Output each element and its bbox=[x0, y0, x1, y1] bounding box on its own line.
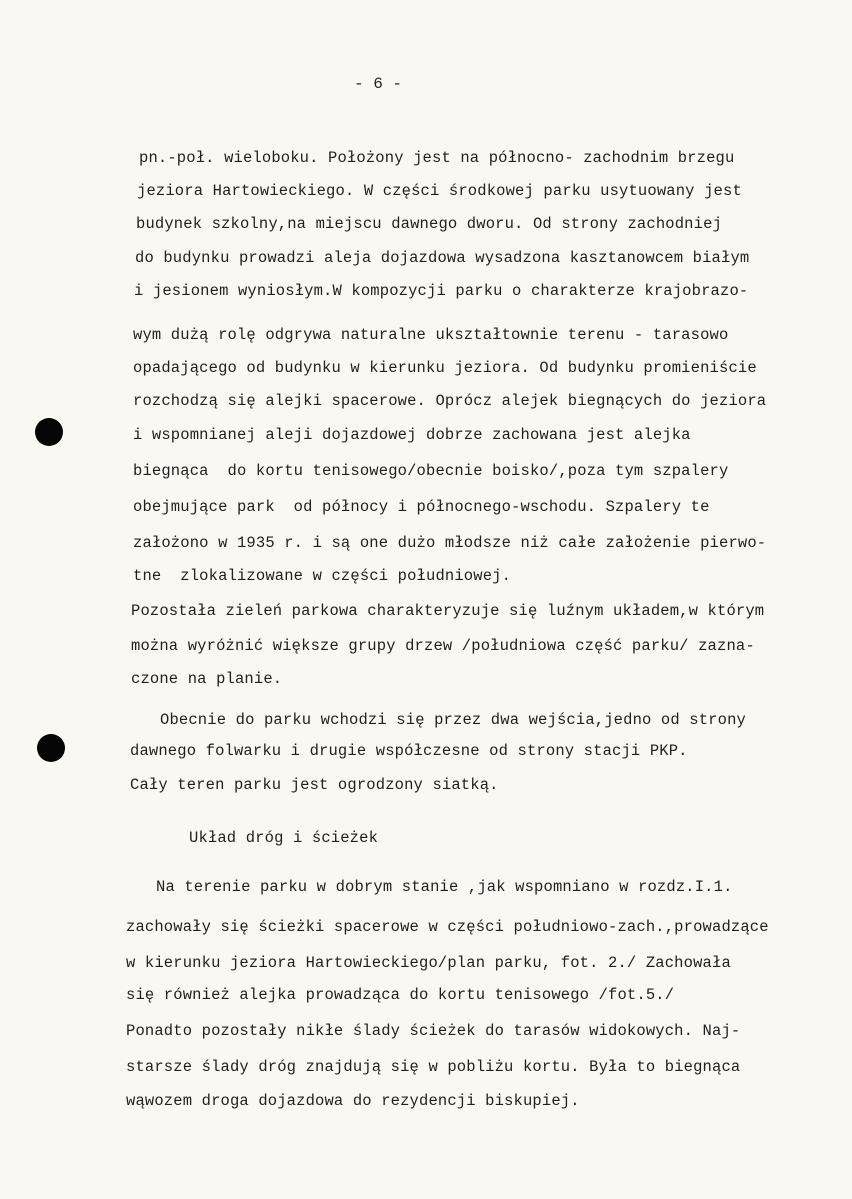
text-line: Cały teren parku jest ogrodzony siatką. bbox=[130, 776, 499, 794]
text-line: i jesionem wyniosłym.W kompozycji parku o charakterze krajobrazo- bbox=[134, 282, 749, 300]
text-line: można wyróżnić większe grupy drzew /południowa część parku/ zazna- bbox=[131, 637, 755, 655]
punch-hole-top bbox=[35, 418, 63, 446]
text-line: czone na planie. bbox=[131, 670, 283, 688]
text-line: tne zlokalizowane w części południowej. bbox=[133, 567, 512, 585]
text-line: opadającego od budynku w kierunku jeziora. Od budynku promieniście bbox=[133, 359, 757, 377]
text-line: Ponadto pozostały nikłe ślady ścieżek do tarasów widokowych. Naj- bbox=[126, 1022, 741, 1040]
punch-hole-bottom bbox=[37, 734, 65, 762]
text-line: się również alejka prowadząca do kortu tenisowego /fot.5./ bbox=[126, 986, 675, 1004]
text-line: pn.-poł. wieloboku. Położony jest na północno- zachodnim brzegu bbox=[139, 149, 735, 167]
text-line: Pozostała zieleń parkowa charakteryzuje się luźnym układem,w którym bbox=[131, 602, 765, 620]
text-line: wym dużą rolę odgrywa naturalne ukształtownie terenu - tarasowo bbox=[133, 326, 729, 344]
page-number: - 6 - bbox=[354, 75, 403, 93]
text-line: i wspomnianej aleji dojazdowej dobrze zachowana jest alejka bbox=[133, 426, 691, 444]
text-line: dawnego folwarku i drugie współczesne od strony stacji PKP. bbox=[130, 742, 688, 760]
section-heading: Układ dróg i ścieżek bbox=[189, 829, 379, 847]
text-line: do budynku prowadzi aleja dojazdowa wysadzona kasztanowcem białym bbox=[135, 249, 750, 267]
text-line: obejmujące park od północy i północnego-wschodu. Szpalery te bbox=[133, 498, 710, 516]
text-line: budynek szkolny,na miejscu dawnego dworu. Od strony zachodniej bbox=[136, 215, 722, 233]
text-line: w kierunku jeziora Hartowieckiego/plan parku, fot. 2./ Zachowała bbox=[126, 954, 731, 972]
text-line: założono w 1935 r. i są one dużo młodsze niż całe założenie pierwo- bbox=[133, 534, 767, 552]
text-line: starsze ślady dróg znajdują się w pobliżu kortu. Była to biegnąca bbox=[126, 1058, 741, 1076]
text-line: Na terenie parku w dobrym stanie ,jak wspomniano w rozdz.I.1. bbox=[156, 878, 733, 896]
text-line: Obecnie do parku wchodzi się przez dwa wejścia,jedno od strony bbox=[160, 711, 746, 729]
text-line: zachowały się ścieżki spacerowe w części południowo-zach.,prowadzące bbox=[126, 918, 769, 936]
text-line: rozchodzą się alejki spacerowe. Oprócz alejek biegnących do jeziora bbox=[133, 392, 767, 410]
text-line: wąwozem droga dojazdowa do rezydencji biskupiej. bbox=[126, 1092, 580, 1110]
text-line: biegnąca do kortu tenisowego/obecnie boisko/,poza tym szpalery bbox=[133, 462, 729, 480]
text-line: jeziora Hartowieckiego. W części środkowej parku usytuowany jest bbox=[137, 182, 742, 200]
